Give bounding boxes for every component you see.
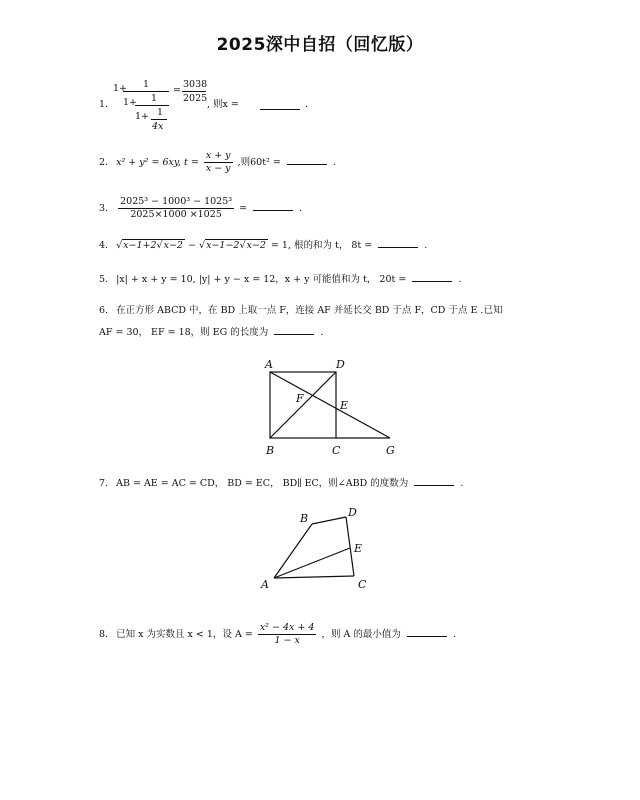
- q6-label-g: G: [386, 444, 395, 457]
- question-3-number: 3.: [99, 203, 109, 214]
- q8-answer-blank[interactable]: [407, 627, 447, 637]
- q3-fraction: [118, 196, 234, 221]
- q8-frac-den: 1 − x: [274, 635, 300, 646]
- q1-cf-bar-a: [123, 91, 169, 92]
- q5-end: .: [458, 274, 462, 285]
- q7-label-e: E: [354, 542, 363, 555]
- q6-label-e: E: [340, 399, 349, 412]
- question-5: [99, 272, 461, 287]
- q5-answer-blank[interactable]: [412, 272, 452, 282]
- q4-sqrt-b: √x−1−2√x−2: [199, 240, 266, 251]
- question-8: [99, 622, 456, 647]
- q6-figure: [258, 356, 408, 462]
- q1-eq: =: [173, 85, 181, 96]
- q6-label-b: B: [266, 444, 275, 457]
- q1-tail: , 则x =: [207, 99, 239, 110]
- q6-diagonal-bd: [270, 372, 336, 438]
- q1-cf-den-c: 4x: [152, 121, 164, 132]
- q7-end: .: [460, 478, 464, 489]
- q2-fraction: [204, 150, 233, 175]
- q5-text: |x| + x + y = 10, |y| + y − x = 12，x + y 可能值和为 t， 20t =: [116, 274, 407, 285]
- q3-frac-den: 2025×1000 ×1025: [130, 209, 222, 220]
- question-1-number: 1.: [99, 99, 109, 110]
- q6-line-2: AF = 30， EF = 18，则 EG 的长度为: [99, 327, 269, 338]
- q6-answer-blank[interactable]: [274, 325, 314, 335]
- q1-cf-num-a: 1: [143, 79, 150, 90]
- q1-rhs-num: 3038: [183, 79, 208, 90]
- page-title: 2025深中自招（回忆版）: [216, 35, 424, 55]
- q8-end: .: [452, 629, 456, 640]
- q4-expr-b: x−1−2: [206, 240, 240, 251]
- q1-cf-one-c: 1+: [135, 111, 150, 122]
- question-1: [99, 78, 359, 134]
- q4-expr-a-inner: x−2: [163, 240, 183, 251]
- q6-line-1: 在正方形 ABCD 中，在 BD 上取一点 F，连接 AF 并延长交 BD 于点 F，CD 于点 E .已知: [116, 305, 503, 316]
- question-6-number: 6.: [99, 305, 109, 316]
- q8-frac-num: x² − 4x + 4: [259, 622, 315, 633]
- question-4: [99, 238, 427, 253]
- q3-answer-blank[interactable]: [253, 201, 293, 211]
- q2-frac-den: x − y: [205, 163, 231, 174]
- q1-cf-one-b: 1+: [123, 97, 138, 108]
- q7-segment-bd: [312, 517, 346, 524]
- q7-label-a: A: [261, 578, 269, 591]
- q2-answer-blank[interactable]: [287, 155, 327, 165]
- q1-cf-one-a: 1+: [113, 83, 128, 94]
- question-2: [99, 150, 336, 175]
- q7-segment-ae: [274, 548, 350, 578]
- q2-tail: ,则60t² =: [237, 157, 281, 168]
- q6-label-d: D: [336, 358, 345, 371]
- q6-line-ag: [270, 372, 390, 438]
- q6-label-a: A: [265, 358, 273, 371]
- q7-text: AB = AE = AC = CD， BD = EC， BD∥ EC，则∠ABD 的度数为: [116, 478, 409, 489]
- question-4-number: 4.: [99, 240, 109, 251]
- q1-rhs-den: 2025: [183, 93, 208, 104]
- q4-sqrt-a: √x−1+2√x−2: [116, 240, 183, 251]
- q7-answer-blank[interactable]: [414, 476, 454, 486]
- q4-expr-a: x−1+2: [123, 240, 157, 251]
- q3-tail: =: [239, 203, 248, 214]
- question-2-number: 2.: [99, 157, 109, 168]
- q6-label-c: C: [332, 444, 341, 457]
- q2-end: .: [332, 157, 336, 168]
- q2-pre: x² + y² = 6xy, t =: [116, 157, 199, 168]
- q7-label-b: B: [300, 512, 309, 525]
- q2-frac-num: x + y: [205, 150, 231, 161]
- q7-label-d: D: [348, 506, 357, 519]
- q4-minus: −: [188, 240, 196, 251]
- question-7-number: 7.: [99, 478, 109, 489]
- q7-figure: [256, 500, 386, 600]
- question-6: [99, 304, 502, 340]
- q3-end: .: [299, 203, 303, 214]
- q1-cf-bar-b: [135, 105, 169, 106]
- q1-cf-num-b: 1: [151, 93, 158, 104]
- question-7: [99, 476, 463, 491]
- question-8-number: 8.: [99, 629, 109, 640]
- q6-label-f: F: [296, 392, 304, 405]
- q6-end: .: [320, 327, 324, 338]
- q1-cf-num-c: 1: [157, 107, 164, 118]
- q4-tail: = 1, 根的和为 t， 8t =: [270, 240, 373, 251]
- q7-segment-ac: [274, 576, 354, 578]
- question-3: [99, 196, 302, 221]
- q3-frac-num: 2025³ − 1000³ − 1025³: [120, 196, 233, 207]
- q4-expr-b-inner: x−2: [246, 240, 266, 251]
- q8-fraction: [258, 622, 317, 647]
- q4-end: .: [424, 240, 428, 251]
- q1-answer-blank[interactable]: [260, 100, 300, 110]
- q4-answer-blank[interactable]: [378, 238, 418, 248]
- q7-segment-dc: [346, 517, 354, 576]
- q8-pre: 已知 x 为实数且 x < 1，设 A =: [116, 629, 253, 640]
- q1-end: .: [305, 99, 309, 110]
- q7-label-c: C: [358, 578, 367, 591]
- q8-tail: ，则 A 的最小值为: [321, 629, 401, 640]
- question-5-number: 5.: [99, 274, 109, 285]
